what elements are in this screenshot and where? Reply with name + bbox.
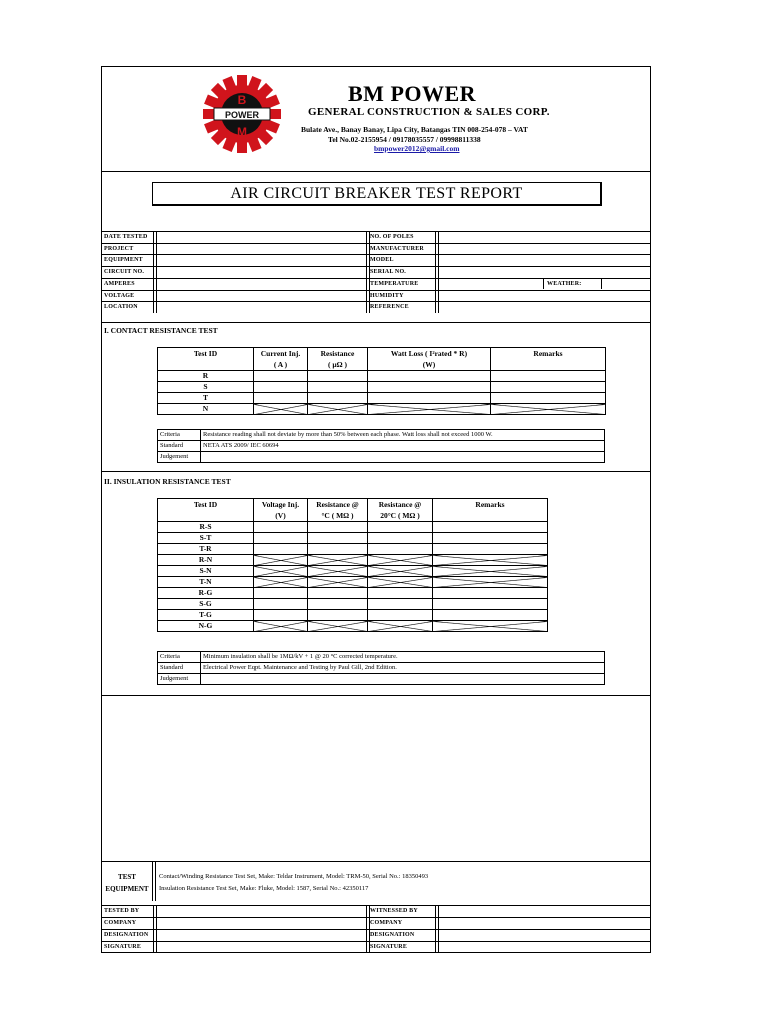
- criteria-label: Criteria: [158, 652, 201, 663]
- criteria-text: Minimum insulation shall be 1MΩ/kV + 1 @ 20 °C corrected temperature.: [201, 652, 605, 663]
- cell[interactable]: [491, 393, 606, 404]
- info-label-left: CIRCUIT NO.: [104, 269, 145, 276]
- signoff-label-right: WITNESSED BY: [370, 908, 418, 914]
- cell[interactable]: [254, 533, 308, 544]
- contact-test-heading: I. CONTACT RESISTANCE TEST: [104, 326, 218, 335]
- info-label-left: DATE TESTED: [104, 234, 148, 240]
- rule-line: [156, 231, 157, 313]
- rule-line: [438, 905, 439, 953]
- rule-line: [366, 231, 367, 313]
- info-label-left: AMPERES: [104, 280, 135, 287]
- rule-line: [435, 231, 436, 313]
- logo-letter-top: B: [237, 93, 247, 107]
- equipment-line-2: Insulation Resistance Test Set, Make: Fluke, Model: 1587, Serial No.: 42350117: [159, 885, 369, 892]
- crossed-cell: [368, 621, 433, 632]
- header-remarks: Remarks: [433, 499, 548, 522]
- company-name: BM POWER: [348, 81, 477, 106]
- header-resistance-corrected: Resistance @ 20°C ( MΩ ): [368, 499, 433, 522]
- crossed-cell: [433, 555, 548, 566]
- cell[interactable]: [433, 599, 548, 610]
- report-sheet: [101, 66, 651, 953]
- row-id: T-N: [158, 577, 254, 588]
- crossed-cell: [491, 404, 606, 415]
- contact-criteria-table: [157, 429, 605, 463]
- header-voltage-inj: Voltage Inj. (V): [254, 499, 308, 522]
- judgement-label: Judgement: [158, 674, 201, 685]
- insulation-test-heading: II. INSULATION RESISTANCE TEST: [104, 477, 231, 486]
- cell[interactable]: [491, 371, 606, 382]
- crossed-cell: [368, 404, 491, 415]
- crossed-cell: [308, 621, 368, 632]
- header-test-id: Test ID: [158, 499, 254, 522]
- info-label-right: NO. OF POLES: [370, 234, 414, 240]
- insulation-resistance-table: [157, 498, 548, 632]
- header-remarks: Remarks: [491, 348, 606, 371]
- signoff-label-right: COMPANY: [370, 920, 403, 926]
- judgement-label: Judgement: [158, 452, 201, 463]
- header-watt-loss: Watt Loss ( I²rated * R) (W): [368, 348, 491, 371]
- info-label-left: LOCATION: [104, 304, 138, 311]
- info-label-right: HUMIDITY: [370, 292, 404, 299]
- equipment-label-1: TEST: [118, 873, 136, 881]
- company-logo-icon: [202, 74, 282, 154]
- standard-label: Standard: [158, 663, 201, 674]
- equipment-label-2: EQUIPMENT: [105, 885, 149, 893]
- cell[interactable]: [308, 610, 368, 621]
- cell[interactable]: [368, 393, 491, 404]
- crossed-cell: [368, 577, 433, 588]
- logo-letter-bottom: M: [237, 125, 247, 139]
- crossed-cell: [308, 566, 368, 577]
- rule-line: [435, 905, 436, 953]
- crossed-cell: [433, 566, 548, 577]
- row-id: R: [158, 371, 254, 382]
- cell[interactable]: [368, 371, 491, 382]
- crossed-cell: [308, 404, 368, 415]
- company-subtitle: GENERAL CONSTRUCTION & SALES CORP.: [308, 106, 550, 118]
- cell[interactable]: [433, 533, 548, 544]
- signoff-label-left: DESIGNATION: [104, 932, 149, 938]
- cell[interactable]: [308, 599, 368, 610]
- company-email[interactable]: bmpower2012@gmail.com: [374, 144, 460, 153]
- equipment-line-1: Contact/Winding Resistance Test Set, Make: Teldar Instrument, Model: TRM-50, Serial No.: 18350493: [159, 873, 429, 880]
- company-tel: Tel No.02-2155954 / 09178035557 / 09998811338: [328, 135, 481, 144]
- cell[interactable]: [254, 371, 308, 382]
- row-id: R-N: [158, 555, 254, 566]
- crossed-cell: [433, 577, 548, 588]
- crossed-cell: [308, 555, 368, 566]
- crossed-cell: [254, 555, 308, 566]
- cell[interactable]: [433, 610, 548, 621]
- signoff-label-right: DESIGNATION: [370, 932, 415, 938]
- rule-line: [153, 905, 154, 953]
- cell[interactable]: [308, 533, 368, 544]
- info-label-left: VOLTAGE: [104, 292, 135, 299]
- criteria-label: Criteria: [158, 430, 201, 441]
- report-title: AIR CIRCUIT BREAKER TEST REPORT: [152, 182, 602, 206]
- cell[interactable]: [254, 588, 308, 599]
- row-id: N: [158, 404, 254, 415]
- cell[interactable]: [308, 393, 368, 404]
- rule-line: [438, 231, 439, 313]
- row-id: T: [158, 393, 254, 404]
- company-address: Bulate Ave., Banay Banay, Lipa City, Batangas TIN 008-254-078 – VAT: [301, 125, 528, 134]
- info-label-right: MODEL: [370, 257, 394, 264]
- row-id: S-T: [158, 533, 254, 544]
- crossed-cell: [254, 577, 308, 588]
- cell[interactable]: [308, 588, 368, 599]
- cell[interactable]: [368, 544, 433, 555]
- cell[interactable]: [254, 544, 308, 555]
- cell[interactable]: [254, 393, 308, 404]
- signoff-label-right: SIGNATURE: [370, 944, 408, 950]
- judgement-field[interactable]: [201, 452, 605, 463]
- info-label-right: TEMPERATURE: [370, 280, 419, 287]
- cell[interactable]: [254, 522, 308, 533]
- rule-line: [601, 278, 602, 290]
- header-resistance-measured: Resistance @ °C ( MΩ ): [308, 499, 368, 522]
- crossed-cell: [254, 566, 308, 577]
- standard-label: Standard: [158, 441, 201, 452]
- signoff-label-left: COMPANY: [104, 920, 137, 926]
- row-id: R-S: [158, 522, 254, 533]
- crossed-cell: [368, 555, 433, 566]
- standard-text: Electrical Power Eqpt. Maintenance and Testing by Paul Gill, 2nd Edition.: [201, 663, 605, 674]
- cell[interactable]: [368, 610, 433, 621]
- signoff-block: [102, 905, 650, 953]
- row-id: S: [158, 382, 254, 393]
- cell[interactable]: [254, 599, 308, 610]
- signoff-label-left: TESTED BY: [104, 908, 140, 914]
- cell[interactable]: [254, 382, 308, 393]
- crossed-cell: [308, 577, 368, 588]
- row-id: R-G: [158, 588, 254, 599]
- info-label-right: SERIAL NO.: [370, 269, 407, 276]
- rule-line: [543, 278, 544, 290]
- info-block: [102, 231, 650, 313]
- cell[interactable]: [368, 382, 491, 393]
- crossed-cell: [368, 566, 433, 577]
- cell[interactable]: [308, 371, 368, 382]
- row-id: T-G: [158, 610, 254, 621]
- info-label-left: PROJECT: [104, 245, 134, 252]
- cell[interactable]: [254, 610, 308, 621]
- cell[interactable]: [368, 522, 433, 533]
- cell[interactable]: [491, 382, 606, 393]
- cell[interactable]: [433, 544, 548, 555]
- cell[interactable]: [433, 522, 548, 533]
- header-current-inj: Current Inj. ( A ): [254, 348, 308, 371]
- judgement-field[interactable]: [201, 674, 605, 685]
- cell[interactable]: [433, 588, 548, 599]
- cell[interactable]: [368, 533, 433, 544]
- row-id: S-N: [158, 566, 254, 577]
- info-label-right: MANUFACTURER: [370, 245, 424, 252]
- info-label-right: REFERENCE: [370, 304, 409, 311]
- row-id: T-R: [158, 544, 254, 555]
- cell[interactable]: [308, 522, 368, 533]
- crossed-cell: [433, 621, 548, 632]
- row-id: S-G: [158, 599, 254, 610]
- rule-line: [366, 905, 367, 953]
- crossed-cell: [254, 404, 308, 415]
- header-test-id: Test ID: [158, 348, 254, 371]
- criteria-text: Resistance reading shall not deviate by more than 50% between each phase. Watt loss shall not exceed 1000 W.: [201, 430, 605, 441]
- weather-label: WEATHER:: [547, 280, 582, 287]
- cell[interactable]: [368, 588, 433, 599]
- cell[interactable]: [308, 544, 368, 555]
- header-resistance: Resistance ( µΩ ): [308, 348, 368, 371]
- info-label-left: EQUIPMENT: [104, 257, 143, 264]
- rule-line: [153, 231, 154, 313]
- standard-text: NETA ATS 2009/ IEC 60694: [201, 441, 605, 452]
- insulation-criteria-table: [157, 651, 605, 685]
- logo-word: POWER: [224, 110, 260, 120]
- cell[interactable]: [368, 599, 433, 610]
- contact-resistance-table: [157, 347, 606, 415]
- rule-line: [156, 905, 157, 953]
- cell[interactable]: [308, 382, 368, 393]
- row-id: N-G: [158, 621, 254, 632]
- crossed-cell: [254, 621, 308, 632]
- signoff-label-left: SIGNATURE: [104, 944, 142, 950]
